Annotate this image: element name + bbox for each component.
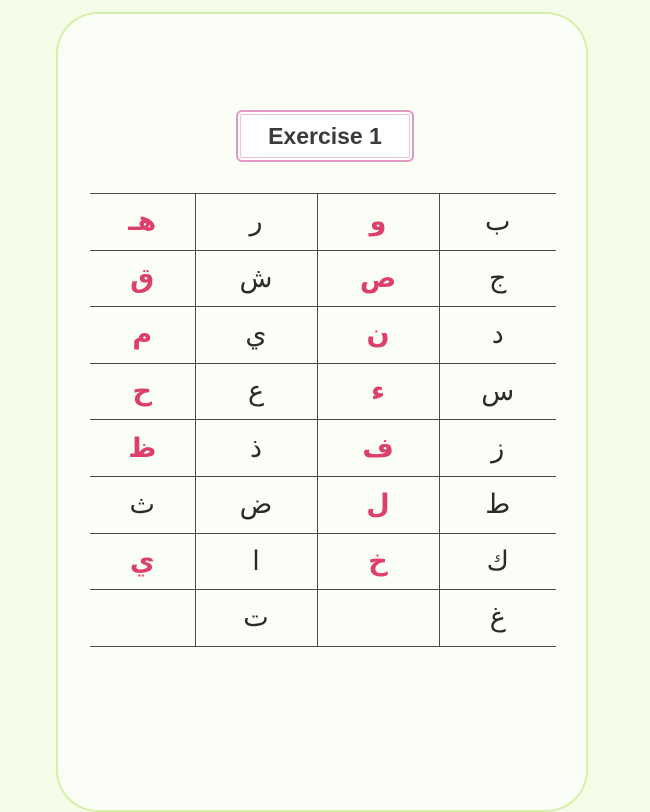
letter-cell: ن xyxy=(317,307,439,364)
letter-cell: م xyxy=(90,307,195,364)
letter-cell: ج xyxy=(439,250,556,307)
letter-cell: ق xyxy=(90,250,195,307)
table-row xyxy=(90,194,556,251)
letter-cell: ذ xyxy=(195,420,317,477)
letter-cell xyxy=(90,590,195,647)
letter-cell: خ xyxy=(317,533,439,590)
letter-cell: ر xyxy=(195,194,317,251)
letter-cell: ف xyxy=(317,420,439,477)
letter-cell: ص xyxy=(317,250,439,307)
letter-cell: غ xyxy=(439,590,556,647)
table-row xyxy=(90,307,556,364)
letter-cell: ع xyxy=(195,363,317,420)
letter-cell: ز xyxy=(439,420,556,477)
table-row xyxy=(90,420,556,477)
table-row xyxy=(90,363,556,420)
letter-cell: ظ xyxy=(90,420,195,477)
letter-cell: ت xyxy=(195,590,317,647)
letters-table xyxy=(90,193,556,647)
letter-cell: س xyxy=(439,363,556,420)
letter-cell: ي xyxy=(90,533,195,590)
letter-cell: ل xyxy=(317,476,439,533)
table-row xyxy=(90,250,556,307)
letters-table-body xyxy=(90,194,556,647)
letter-cell: ط xyxy=(439,476,556,533)
letter-cell: ا xyxy=(195,533,317,590)
table-row xyxy=(90,476,556,533)
letter-cell: د xyxy=(439,307,556,364)
exercise-title-box xyxy=(236,110,414,162)
letter-cell: ي xyxy=(195,307,317,364)
letter-cell: و xyxy=(317,194,439,251)
letter-cell: ح xyxy=(90,363,195,420)
letter-cell xyxy=(317,590,439,647)
table-row xyxy=(90,533,556,590)
letter-cell: ء xyxy=(317,363,439,420)
letter-cell: ش xyxy=(195,250,317,307)
table-row xyxy=(90,590,556,647)
letter-cell: ك xyxy=(439,533,556,590)
exercise-title: Exercise 1 xyxy=(268,122,382,149)
letter-cell: هـ xyxy=(90,194,195,251)
letter-cell: ض xyxy=(195,476,317,533)
letter-cell: ب xyxy=(439,194,556,251)
letter-cell: ث xyxy=(90,476,195,533)
